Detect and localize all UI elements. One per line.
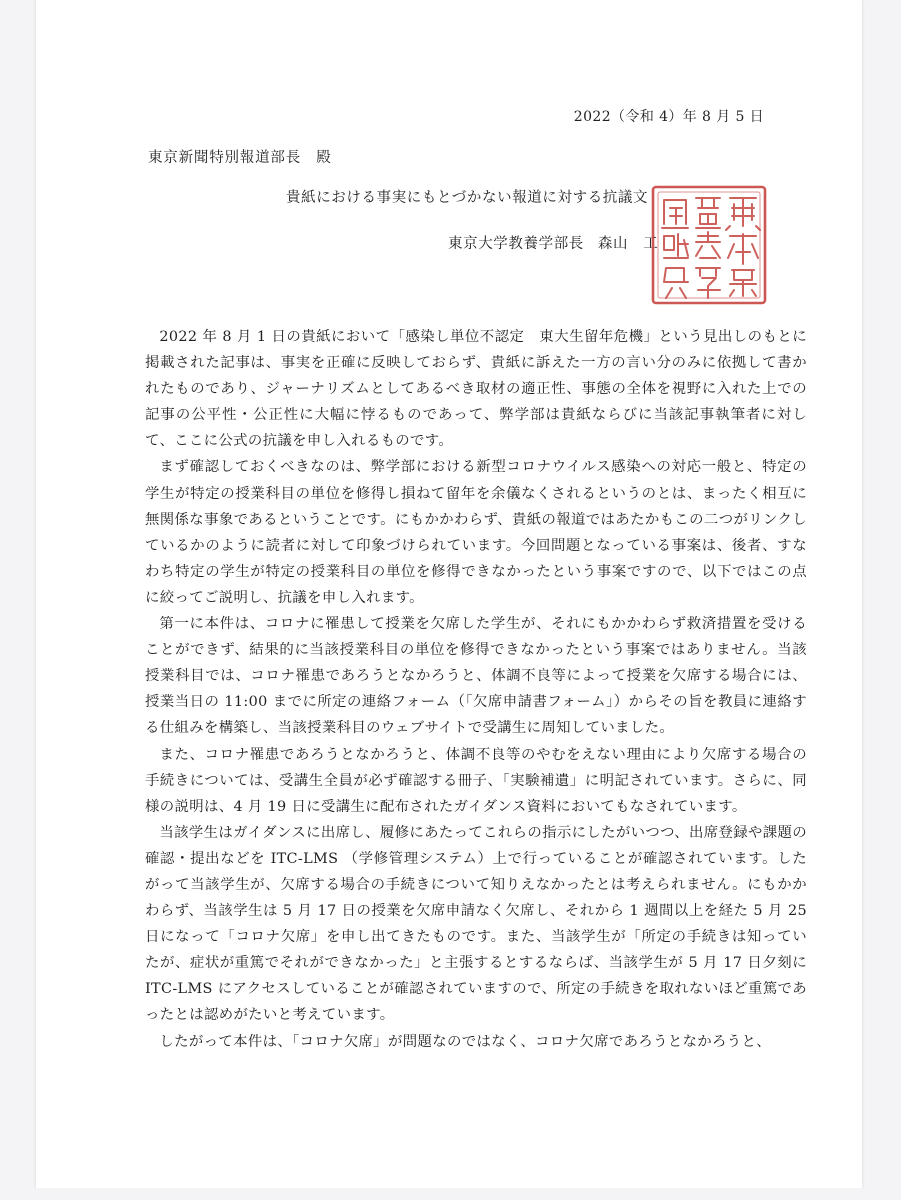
sender-title: 東京大学教養学部長 — [448, 236, 584, 252]
document-title: 貴紙における事実にもとづかない報道に対する抗議文 — [286, 190, 649, 206]
addressee-line: 東京新聞特別報道部長 殿 — [148, 150, 332, 166]
sender-line — [448, 232, 658, 253]
paragraph: 2022 年 8 月 1 日の貴紙において「感染し単位不認定 東大生留年危機」という見出しのもとに掲載された記事は、事実を正確に反映しておらず、貴紙に訴えた一方の言い分のみに依拠して書かれたものであり、ジャーナリズムとしてあるべき取材の適正性、事態の全体を視野に入れた上での記事の公平性・公正性に大幅に悖るものであって、弊学部は貴紙ならびに当該記事執筆者に対して、ここに公式の抗議を申し入れるものです。 — [145, 329, 807, 450]
letter-body — [145, 324, 807, 1055]
paragraph: まず確認しておくべきなのは、弊学部における新型コロナウイルス感染への対応一般と、特定の学生が特定の授業科目の単位を修得し損ねて留年を余儀なくされるというのとは、まったく相互に無関係な事象であるということです。にもかかわらず、貴紙の報道ではあたかもこの二つがリンクしているかのように読者に対して印象づけられています。今回問題となっている事案は、後者、すなわち特定の学生が特定の授業科目の単位を修得できなかったという事案ですので、以下ではこの点に絞ってご説明し、抗議を申し入れます。 — [145, 459, 807, 606]
paragraph: 第一に本件は、コロナに罹患して授業を欠席した学生が、それにもかかわらず救済措置を受けることができず、結果的に当該授業科目の単位を修得できなかったという事案ではありません。当該授業科目では、コロナ罹患であろうとなかろうと、体調不良等によって授業を欠席する場合には、授業当日の 11:00 までに所定の連絡フォーム（「欠席申請書フォーム」）からその旨を教員に連絡する仕組みを構築し、当該授業科目のウェブサイトで受講生に周知していました。 — [145, 616, 807, 737]
page-bottom-margin — [36, 1188, 862, 1200]
paragraph: また、コロナ罹患であろうとなかろうと、体調不良等のやむをえない理由により欠席する場合の手続きについては、受講生全員が必ず確認する冊子、「実験補遺」に明記されています。さらに、同様の説明は、4 月 19 日に受講生に配布されたガイダンス資料においてもなされています。 — [145, 746, 807, 815]
sender-name: 森山 工 — [597, 236, 659, 252]
paragraph: したがって本件は、「コロナ欠席」が問題なのではなく、コロナ欠席であろうとなかろうと、 — [159, 1033, 772, 1050]
paragraph: 当該学生はガイダンスに出席し、履修にあたってこれらの指示にしたがいつつ、出席登録や課題の確認・提出などを ITC-LMS （学修管理システム）上で行っていることが確認されています。したがって当該学生が、欠席する場合の手続きについて知りえなかったとは考えられません。にもかかわらず、当該学生は 5 月 17 日の授業を欠席申請なく欠席し、それから 1 週間以上を経た 5 月 25 日になって「コロナ欠席」を申し出てきたものです。また、当該学生が「所定の手続きは知っていたが、症状が重篤でそれができなかった」と主張するとするならば、当該学生が 5 月 17 日夕刻に ITC-LMS にアクセスしていることが確認されていますので、所定の手続きを取れないほど重篤であったとは認めがたいと考えています。 — [145, 824, 807, 1024]
official-seal-stamp — [650, 184, 768, 306]
document-page — [36, 0, 862, 1188]
document-date: 2022（令和 4）年 8 月 5 日 — [573, 109, 764, 125]
